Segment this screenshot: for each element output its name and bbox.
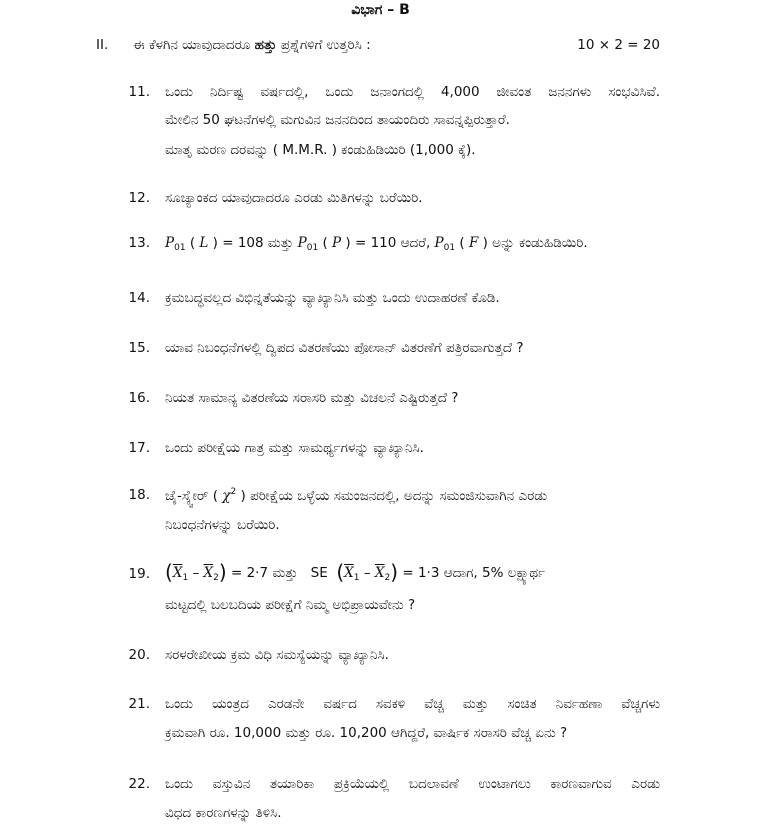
question-number: 15.: [128, 340, 150, 356]
question-number: 19.: [128, 566, 150, 582]
question-text: ಒಂದು ನಿರ್ದಿಷ್ಟ ವರ್ಷದಲ್ಲಿ, ಒಂದು ಜನಾಂಗದಲ್ಲಿ 4,000 ಜೀವಂತ ಜನನಗಳು ಸಂಭವಿಸಿವೆ.: [165, 84, 660, 100]
math-subscript: 01: [174, 243, 186, 253]
question-text: ಸೂಚ್ಯಾಂಕದ ಯಾವುದಾದರೂ ಎರಡು ಮಿತಿಗಳನ್ನು ಬರೆಯಿರಿ.: [165, 190, 423, 206]
question-number: 12.: [128, 190, 150, 206]
question-text: $(\overline{X}_1 - \overline{X}_2) = 2\cdot 7$ ಮತ್ತು SE $(\overline{X}_1 - \overline{X}_2) = 1\cdot 3$ ಆದಾಗ, 5% ಲಕ್ಷ್ಯಾರ್ಥ: [165, 560, 546, 584]
question-text: ಚೈ-ಸ್ಕ್ವೇರ್ ( $\chi^2$ ) ಪರೀಕ್ಷೆಯ ಒಳ್ಳೆಯ ಸಮಂಜನದಲ್ಲಿ, ಅದನ್ನು ಸಮಂಜಿಸುವಾಗಿನ ಎರಡು: [165, 487, 548, 504]
question-number: 11.: [128, 84, 150, 100]
question-text: ಮೇಲಿನ 50 ಘಟನೆಗಳಲ್ಲಿ ಮಗುವಿನ ಜನನದಿಂದ ತಾಯಂದಿರು ಸಾವನ್ನಪ್ಪಿರುತ್ತಾರೆ.: [165, 112, 510, 128]
question-number: 13.: [128, 235, 150, 251]
question-number: 17.: [128, 440, 150, 456]
instruction: ಈ ಕೆಳಗಿನ ಯಾವುದಾದರೂ ಹತ್ತು ಪ್ರಶ್ನೆಗಳಿಗೆ ಉತ್ತರಿಸಿ :: [133, 37, 371, 53]
math-p: P: [165, 235, 175, 251]
question-number: 18.: [128, 487, 150, 503]
marks-allocation: 10 × 2 = 20: [577, 37, 660, 53]
chi-symbol: χ: [222, 488, 231, 504]
section-title: ವಿಭಾಗ – B: [351, 2, 410, 18]
question-text: ಸರಳರೇಖೀಯ ಕ್ರಮ ವಿಧಿ ಸಮಸ್ಯೆಯನ್ನು ವ್ಯಾಖ್ಯಾನಿಸಿ.: [165, 647, 389, 663]
question-text: ಕ್ರಮಬದ್ಧವಲ್ಲದ ವಿಭಿನ್ನತೆಯನ್ನು ವ್ಯಾಖ್ಯಾನಿಸಿ ಮತ್ತು ಒಂದು ಉದಾಹರಣೆ ಕೊಡಿ.: [165, 290, 500, 306]
question-text: ಒಂದು ಯಂತ್ರದ ಎರಡನೇ ವರ್ಷದ ಸವಕಳಿ ವೆಚ್ಚ ಮತ್ತು ಸಂಚಿತ ನಿರ್ವಹಣಾ ವೆಚ್ಚಗಳು: [165, 696, 660, 712]
question-number: 21.: [128, 696, 150, 712]
question-text: ಯಾವ ನಿಬಂಧನೆಗಳಲ್ಲಿ ದ್ವಿಪದ ವಿತರಣೆಯು ಪೋಸಾನ್ ವಿತರಣೆಗೆ ಪತ್ರಿರವಾಗುತ್ತದೆ ?: [165, 340, 524, 356]
question-text: ಒಂದು ಪರೀಕ್ಷೆಯ ಗಾತ್ರ ಮತ್ತು ಸಾಮರ್ಥ್ಯಗಳನ್ನು ವ್ಯಾಖ್ಯಾನಿಸಿ.: [165, 440, 424, 456]
question-text: ಮಾತೃ ಮರಣ ದರವನ್ನು ( M.M.R. ) ಕಂಡುಹಿಡಿಯಿರಿ (1,000 ಕ್ಕೆ).: [165, 142, 476, 158]
question-text: ಮಟ್ಟದಲ್ಲಿ ಬಲಬದಿಯ ಪರೀಕ್ಷೆಗೆ ನಿಮ್ಮ ಅಭಿಪ್ರಾಯವೇನು ?: [165, 597, 416, 613]
question-number: 16.: [128, 390, 150, 406]
question-text: ವಿಧದ ಕಾರಣಗಳನ್ನು ತಿಳಿಸಿ.: [165, 805, 282, 821]
question-text: ಕ್ರಮವಾಗಿ ರೂ. 10,000 ಮತ್ತು ರೂ. 10,200 ಆಗಿದ್ದರೆ, ವಾರ್ಷಿಕ ಸರಾಸರಿ ವೆಚ್ಚ ಏನು ?: [165, 725, 568, 741]
question-number: 22.: [128, 776, 150, 792]
question-text: ನಿಯತ ಸಾಮಾನ್ಯ ವಿತರಣೆಯ ಸರಾಸರಿ ಮತ್ತು ವಿಚಲನೆ ಎಷ್ಟಿರುತ್ತದೆ ?: [165, 390, 459, 406]
question-text: ಒಂದು ವಸ್ತುವಿನ ತಯಾರಿಕಾ ಪ್ರಕ್ರಿಯೆಯಲ್ಲಿ ಬದಲಾವಣೆ ಉಂಟಾಗಲು ಕಾರಣವಾಗುವ ಎರಡು: [165, 776, 660, 792]
question-number: 20.: [128, 647, 150, 663]
question-text: $P_{01}$ ( L ) = 108 ಮತ್ತು $P_{01}$ ( P ) = 110 ಆದರೆ, $P_{01}$ ( F ) ಅನ್ನು ಕಂಡುಹಿಡಿಯಿರಿ.: [165, 235, 588, 253]
section-roman-numeral: II.: [96, 37, 109, 53]
math-l: L: [199, 235, 209, 251]
question-number: 14.: [128, 290, 150, 306]
question-text: ನಿಬಂಧನೆಗಳನ್ನು ಬರೆಯಿರಿ.: [165, 517, 280, 533]
